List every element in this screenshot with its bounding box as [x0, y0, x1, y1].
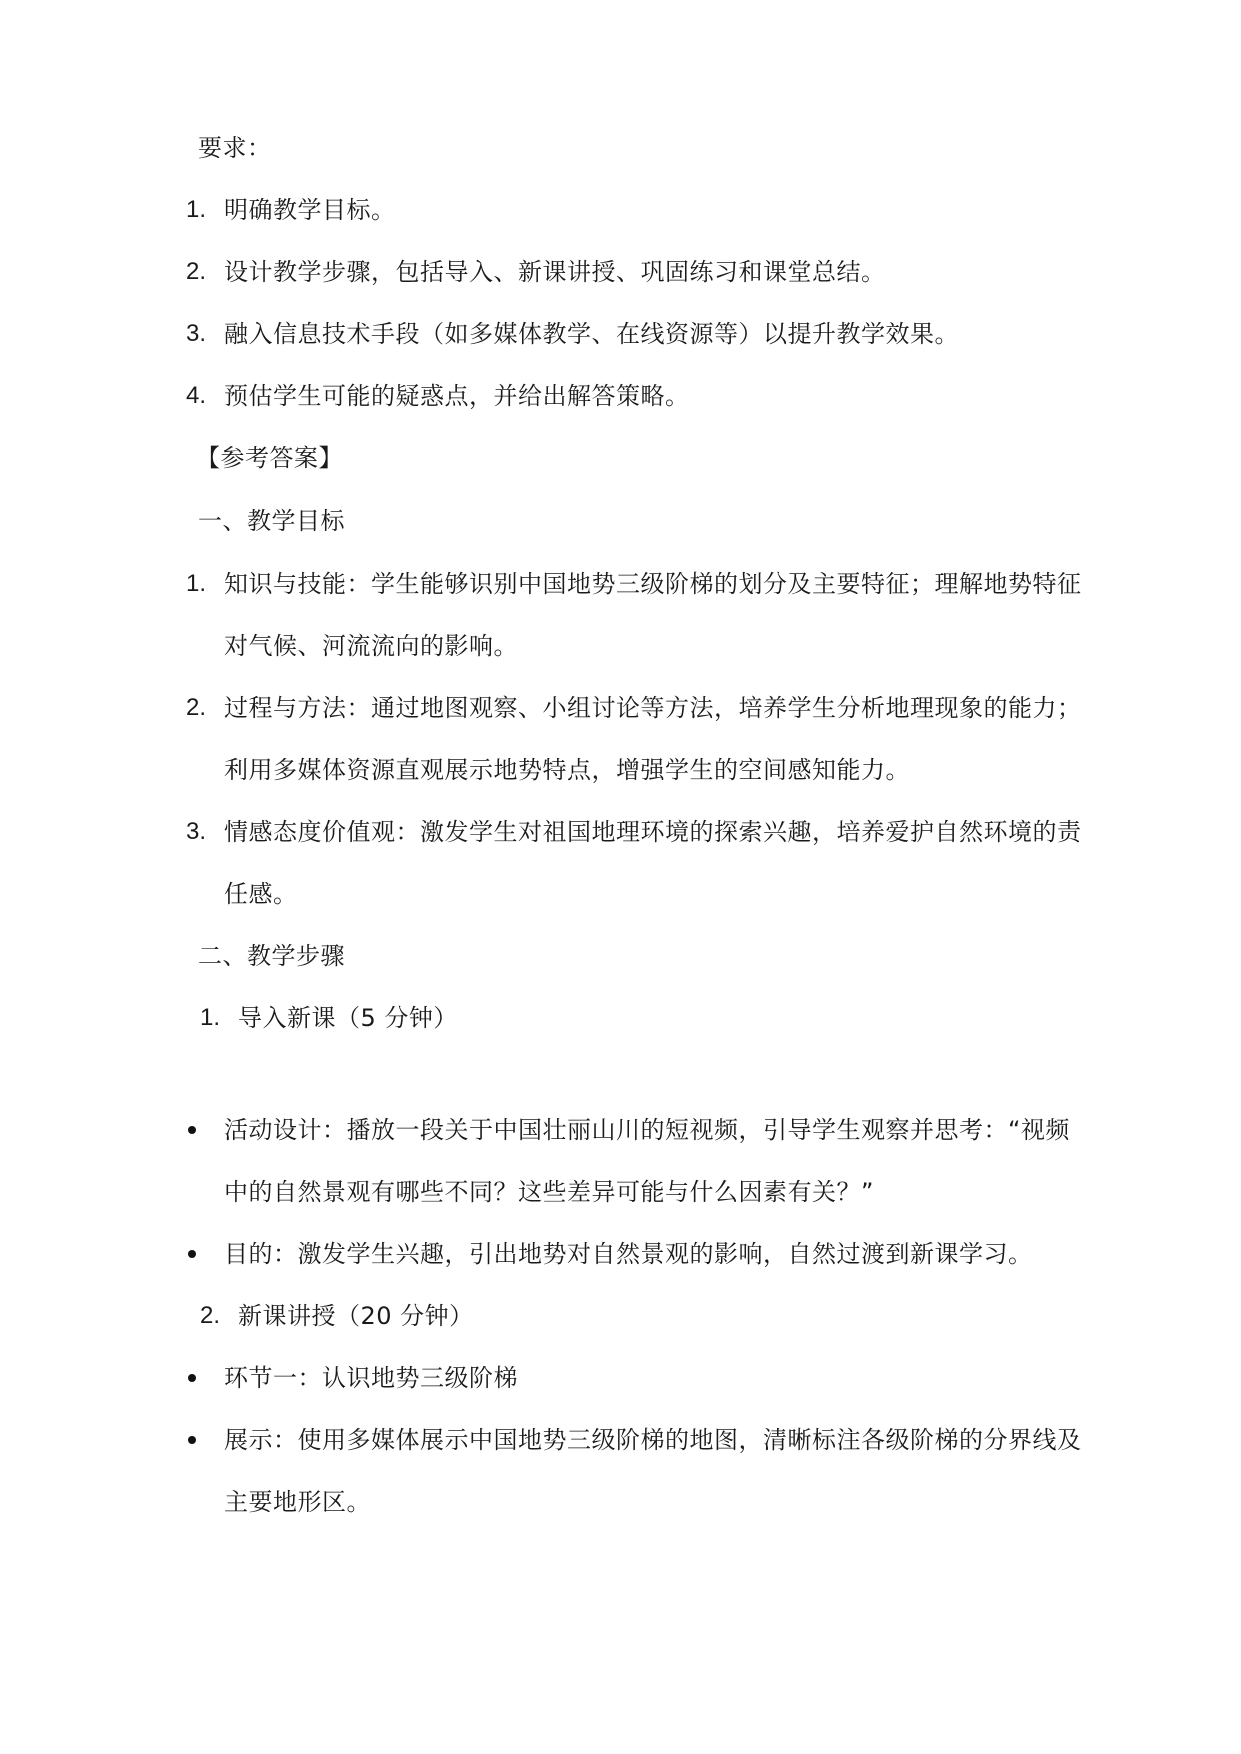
section-heading-goals: 一、教学目标: [198, 507, 345, 535]
list-text: 知识与技能：学生能够识别中国地势三级阶梯的划分及主要特征；理解地势特征: [224, 570, 1082, 598]
step-number: 1.: [200, 1004, 221, 1031]
list-text: 环节一：认识地势三级阶梯: [224, 1364, 518, 1392]
list-number: 3.: [186, 320, 207, 347]
list-number: 2.: [186, 258, 207, 285]
list-number: 3.: [186, 818, 207, 845]
list-number: 4.: [186, 382, 207, 409]
step-title: 导入新课（5 分钟）: [238, 1004, 458, 1032]
list-text: 过程与方法：通过地图观察、小组讨论等方法，培养学生分析地理现象的能力；: [224, 694, 1082, 722]
list-text-continued: 利用多媒体资源直观展示地势特点，增强学生的空间感知能力。: [224, 756, 910, 784]
list-text-continued: 主要地形区。: [224, 1488, 371, 1516]
list-text: 设计教学步骤，包括导入、新课讲授、巩固练习和课堂总结。: [224, 258, 886, 286]
list-text-continued: 中的自然景观有哪些不同？这些差异可能与什么因素有关？”: [224, 1178, 874, 1206]
list-text: 情感态度价值观：激发学生对祖国地理环境的探索兴趣，培养爱护自然环境的责: [224, 818, 1082, 846]
list-text-continued: 任感。: [224, 880, 298, 908]
list-text-continued: 对气候、河流流向的影响。: [224, 632, 518, 660]
list-text: 展示：使用多媒体展示中国地势三级阶梯的地图，清晰标注各级阶梯的分界线及: [224, 1426, 1082, 1454]
requirements-heading: 要求：: [198, 134, 272, 162]
list-number: 2.: [186, 694, 207, 721]
section-heading-steps: 二、教学步骤: [198, 942, 345, 970]
bullet-icon: [188, 1374, 196, 1382]
bullet-icon: [188, 1436, 196, 1444]
answer-heading: 【参考答案】: [196, 444, 343, 472]
list-text: 目的：激发学生兴趣，引出地势对自然景观的影响，自然过渡到新课学习。: [224, 1240, 1033, 1268]
list-text: 明确教学目标。: [224, 196, 396, 224]
list-text: 预估学生可能的疑惑点，并给出解答策略。: [224, 382, 690, 410]
list-text: 融入信息技术手段（如多媒体教学、在线资源等）以提升教学效果。: [224, 320, 959, 348]
list-number: 1.: [186, 570, 207, 597]
list-number: 1.: [186, 196, 207, 223]
list-text: 活动设计：播放一段关于中国壮丽山川的短视频，引导学生观察并思考：“视频: [224, 1116, 1070, 1144]
bullet-icon: [188, 1126, 196, 1134]
bullet-icon: [188, 1250, 196, 1258]
step-number: 2.: [200, 1302, 221, 1329]
step-title: 新课讲授（20 分钟）: [238, 1302, 474, 1330]
